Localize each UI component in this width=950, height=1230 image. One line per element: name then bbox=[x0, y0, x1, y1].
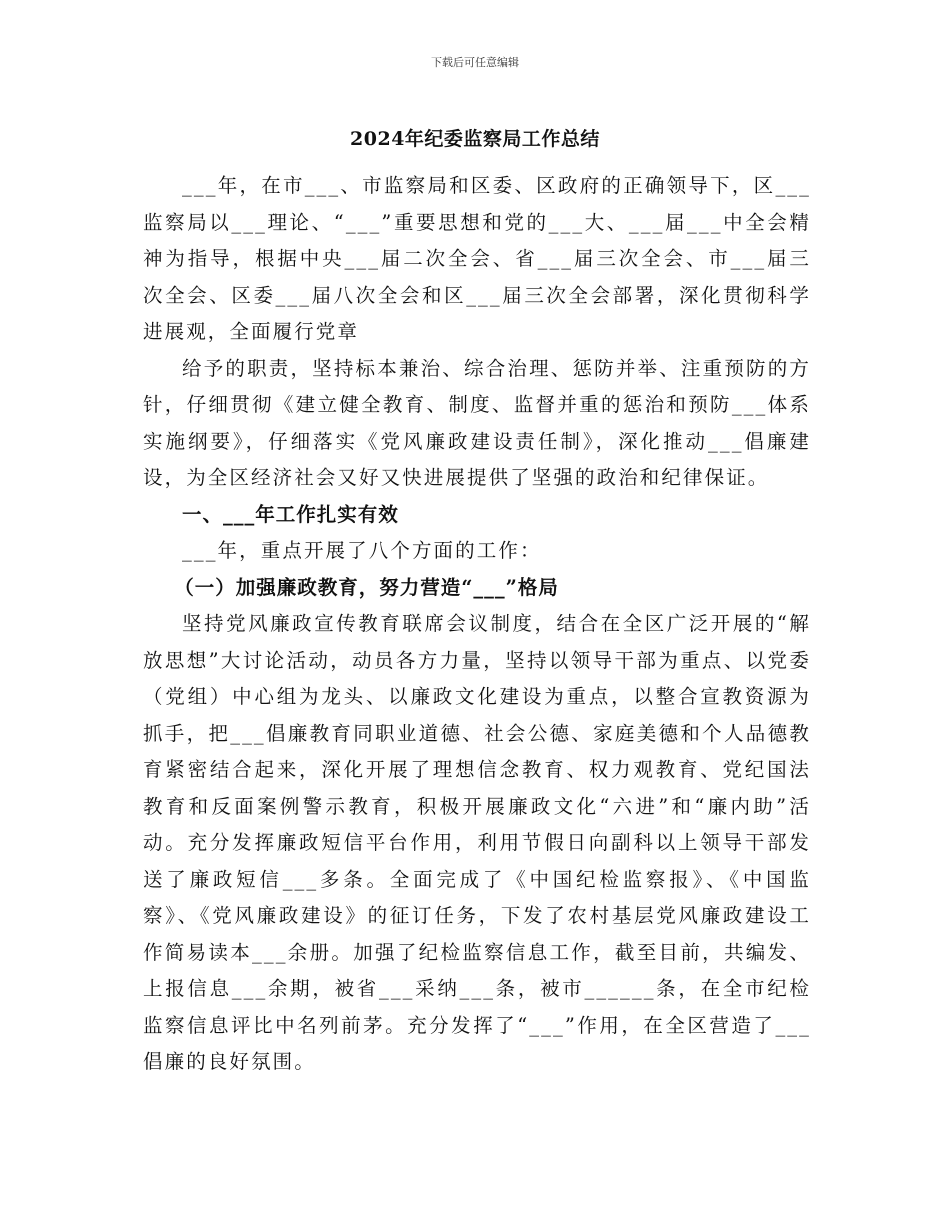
document-title: 2024年纪委监察局工作总结 bbox=[350, 128, 600, 150]
paragraph-education: 坚持党风廉政宣传教育联席会议制度，结合在全区广泛开展的“解放思想”大讨论活动，动员各方力量，坚持以领导干部为重点、以党委（党组）中心组为龙头、以廉政文化建设为重点，以整合宣教资源为抓手，把___倡廉教育同职业道德、社会公德、家庭美德和个人品德教育紧密结合起来，深化开展了理想信念教育、权力观教育、党纪国法教育和反面案例警示教育，积极开展廉政文化“六进”和“廉内助”活动。充分发挥廉政短信平台作用，利用节假日向副科以上领导干部发送了廉政短信___多条。全面完成了《中国纪检监察报》、《中国监察》、《党风廉政建设》的征订任务，下发了农村基层党风廉政建设工作简易读本___余册。加强了纪检监察信息工作，截至目前，共编发、上报信息___余期，被省___采纳___条，被市______条，在全市纪检监察信息评比中名列前茅。充分发挥了“___”作用，在全区营造了___倡廉的良好氛围。 bbox=[143, 612, 811, 1073]
header-note: 下载后可任意编辑 bbox=[431, 56, 519, 69]
subsection-heading: （一）加强廉政教育，努力营造“___”格局 bbox=[174, 575, 559, 599]
document-body bbox=[143, 168, 811, 1081]
section-heading: 一、___年工作扎实有效 bbox=[182, 502, 399, 526]
paragraph-intro: ___年，在市___、市监察局和区委、区政府的正确领导下，区___监察局以___理论、“___”重要思想和党的___大、___届___中全会精神为指导，根据中央___届二次全会、省___届三次全会、市___届三次全会、区委___届八次全会和区___届三次全会部署，深化贯彻科学进展观，全面履行党章 bbox=[143, 174, 811, 343]
paragraph-overview: ___年，重点开展了八个方面的工作： bbox=[182, 539, 542, 562]
paragraph-duties: 给予的职责，坚持标本兼治、综合治理、惩防并举、注重预防的方针，仔细贯彻《建立健全教育、制度、监督并重的惩治和预防___体系实施纲要》，仔细落实《党风廉政建设责任制》，深化推动___倡廉建设，为全区经济社会又好又快进展提供了坚强的政治和纪律保证。 bbox=[143, 356, 811, 489]
